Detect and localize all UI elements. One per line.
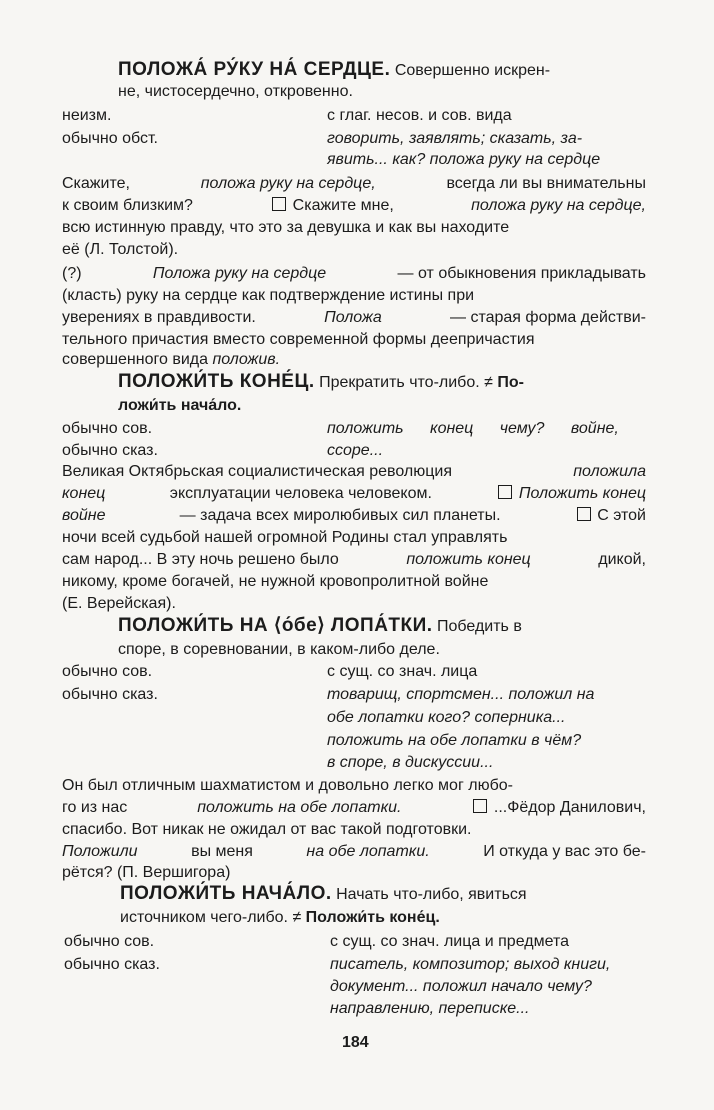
- entry-3-heading-line: [118, 616, 522, 637]
- etymology-text: совершенного вида: [62, 351, 208, 368]
- collocation: направлению, переписке...: [330, 1000, 530, 1017]
- etymology-line: [62, 330, 646, 350]
- collocation: обе лопатки кого? соперника...: [327, 709, 566, 726]
- example-text: ночи всей судьбой нашей огромной Родины стал управлять: [62, 529, 508, 546]
- grammar-note: обычно сов.: [62, 663, 153, 680]
- etymology-text: уверениях в правдивости.: [62, 309, 256, 326]
- collocation: в споре, в дискуссии...: [327, 754, 494, 771]
- grammar-note: обычно обст.: [62, 130, 158, 147]
- example-text: никому, кроме богачей, не нужной кровопролитной войне: [62, 573, 489, 590]
- example-idiom: положила: [573, 463, 646, 480]
- example-idiom: Положить конец: [518, 485, 646, 502]
- example-text: спасибо. Вот никак не ожидал от вас такой подготовки.: [62, 821, 472, 838]
- entry-antonym: Положи́ть коне́ц.: [305, 909, 440, 926]
- example-text: го из нас: [62, 799, 128, 816]
- example-line: [62, 218, 646, 238]
- collocation: говорить, заявлять; сказать, за-: [327, 130, 583, 147]
- example-text: к своим близким?: [62, 197, 193, 214]
- example-line: [62, 550, 646, 570]
- example-text: — задача всех миролюбивых сил планеты.: [179, 507, 501, 524]
- grammar-note: неизм.: [62, 107, 112, 124]
- collocation: с сущ. со знач. лица и предмета: [330, 933, 569, 950]
- example-line: [62, 484, 646, 504]
- example-text: Скажите мне,: [292, 197, 394, 214]
- separator-box-icon: [577, 507, 591, 521]
- example-text: дикой,: [598, 551, 646, 568]
- example-text: всегда ли вы внимательны: [446, 175, 646, 192]
- entry-headword: ПОЛОЖИ́ТЬ КОНЕ́Ц.: [118, 371, 315, 392]
- example-idiom: положа руку на сердце,: [200, 175, 376, 192]
- example-line: [62, 528, 646, 548]
- example-text: Скажите,: [62, 175, 130, 192]
- example-idiom: Положили: [62, 843, 138, 860]
- example-idiom: положа руку на сердце,: [471, 197, 646, 214]
- separator-box-icon: [473, 799, 487, 813]
- grammar-note: обычно сказ.: [62, 686, 158, 703]
- entry-definition: Прекратить что-либо. ≠: [319, 374, 493, 391]
- etymology-text: (класть) руку на сердце как подтверждение истины при: [62, 287, 475, 304]
- example-source: (Е. Верейская).: [62, 595, 176, 612]
- example-source: рётся? (П. Вершигора): [62, 864, 231, 881]
- example-line: [62, 174, 646, 194]
- example-line: [62, 820, 646, 840]
- example-line: [62, 798, 646, 818]
- example-text: Он был отличным шахматистом и довольно легко мог любо-: [62, 777, 513, 794]
- entry-headword: ПОЛОЖИ́ТЬ НАЧА́ЛО.: [120, 883, 332, 904]
- separator-box-icon: [272, 197, 286, 211]
- collocation: явить... как? положа руку на сердце: [327, 151, 601, 168]
- example-text: Великая Октябрьская социалистическая революция: [62, 463, 453, 480]
- collocation: [327, 419, 645, 439]
- entry-definition: не, чистосердечно, откровенно.: [118, 83, 353, 100]
- collocation: с сущ. со знач. лица: [327, 663, 478, 680]
- example-idiom: конец: [62, 485, 106, 502]
- example-line: [62, 572, 646, 592]
- etymology-text: — от обыкновения прикладывать: [397, 265, 646, 282]
- entry-definition: Совершенно искрен-: [394, 62, 551, 79]
- entry-definition: Начать что-либо, явиться: [336, 886, 527, 903]
- entry-definition: Победить в: [437, 618, 522, 635]
- collocation: товарищ, спортсмен... положил на: [327, 686, 595, 703]
- entry-definition-line: [118, 82, 353, 102]
- entry-headword: ПОЛОЖА́ РУ́КУ НА́ СЕРДЦЕ.: [118, 59, 391, 80]
- example-text: С этой: [597, 507, 646, 524]
- etymology-idiom: Положа руку на сердце: [152, 265, 327, 282]
- etymology-line: [62, 350, 280, 370]
- entry-antonym: По-: [497, 374, 524, 391]
- grammar-note: обычно сказ.: [62, 442, 158, 459]
- separator-box-icon: [498, 485, 512, 499]
- example-idiom: войне: [62, 507, 106, 524]
- example-text: сам народ... В эту ночь решено было: [62, 551, 339, 568]
- entry-antonym: ложи́ть нача́ло.: [118, 397, 242, 414]
- etymology-line: [62, 264, 646, 284]
- collocation-text: положить конец чему? войне,: [327, 420, 619, 437]
- example-text: вы меня: [191, 843, 253, 860]
- example-text: И откуда у вас это бе-: [483, 843, 646, 860]
- example-idiom: положить на обе лопатки.: [197, 799, 402, 816]
- example-text: ...Фёдор Данилович,: [493, 799, 646, 816]
- etymology-marker: (?): [62, 265, 82, 282]
- example-text: эксплуатации человека человеком.: [169, 485, 432, 502]
- entry-headword: ПОЛОЖИ́ТЬ НА ⟨о́бе⟩ ЛОПА́ТКИ.: [118, 615, 433, 636]
- example-line: [62, 842, 646, 862]
- entry-definition: споре, в соревновании, в каком-либо деле.: [118, 641, 440, 658]
- page-number: 184: [342, 1034, 369, 1051]
- entry-4-heading-line: [120, 884, 527, 905]
- example-line: [62, 240, 178, 260]
- entry-2-heading-line: [118, 372, 524, 393]
- example-source: её (Л. Толстой).: [62, 241, 179, 258]
- example-line: [62, 462, 646, 482]
- entry-definition: источником чего-либо. ≠: [120, 909, 302, 926]
- example-idiom: на обе лопатки.: [306, 843, 430, 860]
- entry-1-heading-line: [118, 60, 550, 81]
- collocation: ссоре...: [327, 442, 384, 459]
- etymology-text: тельного причастия вместо современной формы деепричастия: [62, 331, 535, 348]
- etymology-line: [62, 308, 646, 328]
- example-line: [62, 506, 646, 526]
- grammar-note: обычно сов.: [64, 933, 155, 950]
- etymology-idiom: Положа: [324, 309, 382, 326]
- collocation: положить на обе лопатки в чём?: [327, 732, 582, 749]
- grammar-note: обычно сов.: [62, 420, 153, 437]
- example-text: всю истинную правду, что это за девушка и как вы находите: [62, 219, 510, 236]
- grammar-note: обычно сказ.: [64, 956, 160, 973]
- collocation: писатель, композитор; выход книги,: [330, 956, 611, 973]
- etymology-idiom: положив.: [212, 351, 281, 368]
- example-idiom: положить конец: [406, 551, 531, 568]
- collocation: документ... положил начало чему?: [330, 978, 592, 995]
- example-line: [62, 776, 646, 796]
- entry-definition-line: [120, 908, 440, 928]
- example-line: [62, 196, 646, 216]
- etymology-line: [62, 286, 646, 306]
- collocation: с глаг. несов. и сов. вида: [327, 107, 512, 124]
- etymology-text: — старая форма действи-: [450, 309, 646, 326]
